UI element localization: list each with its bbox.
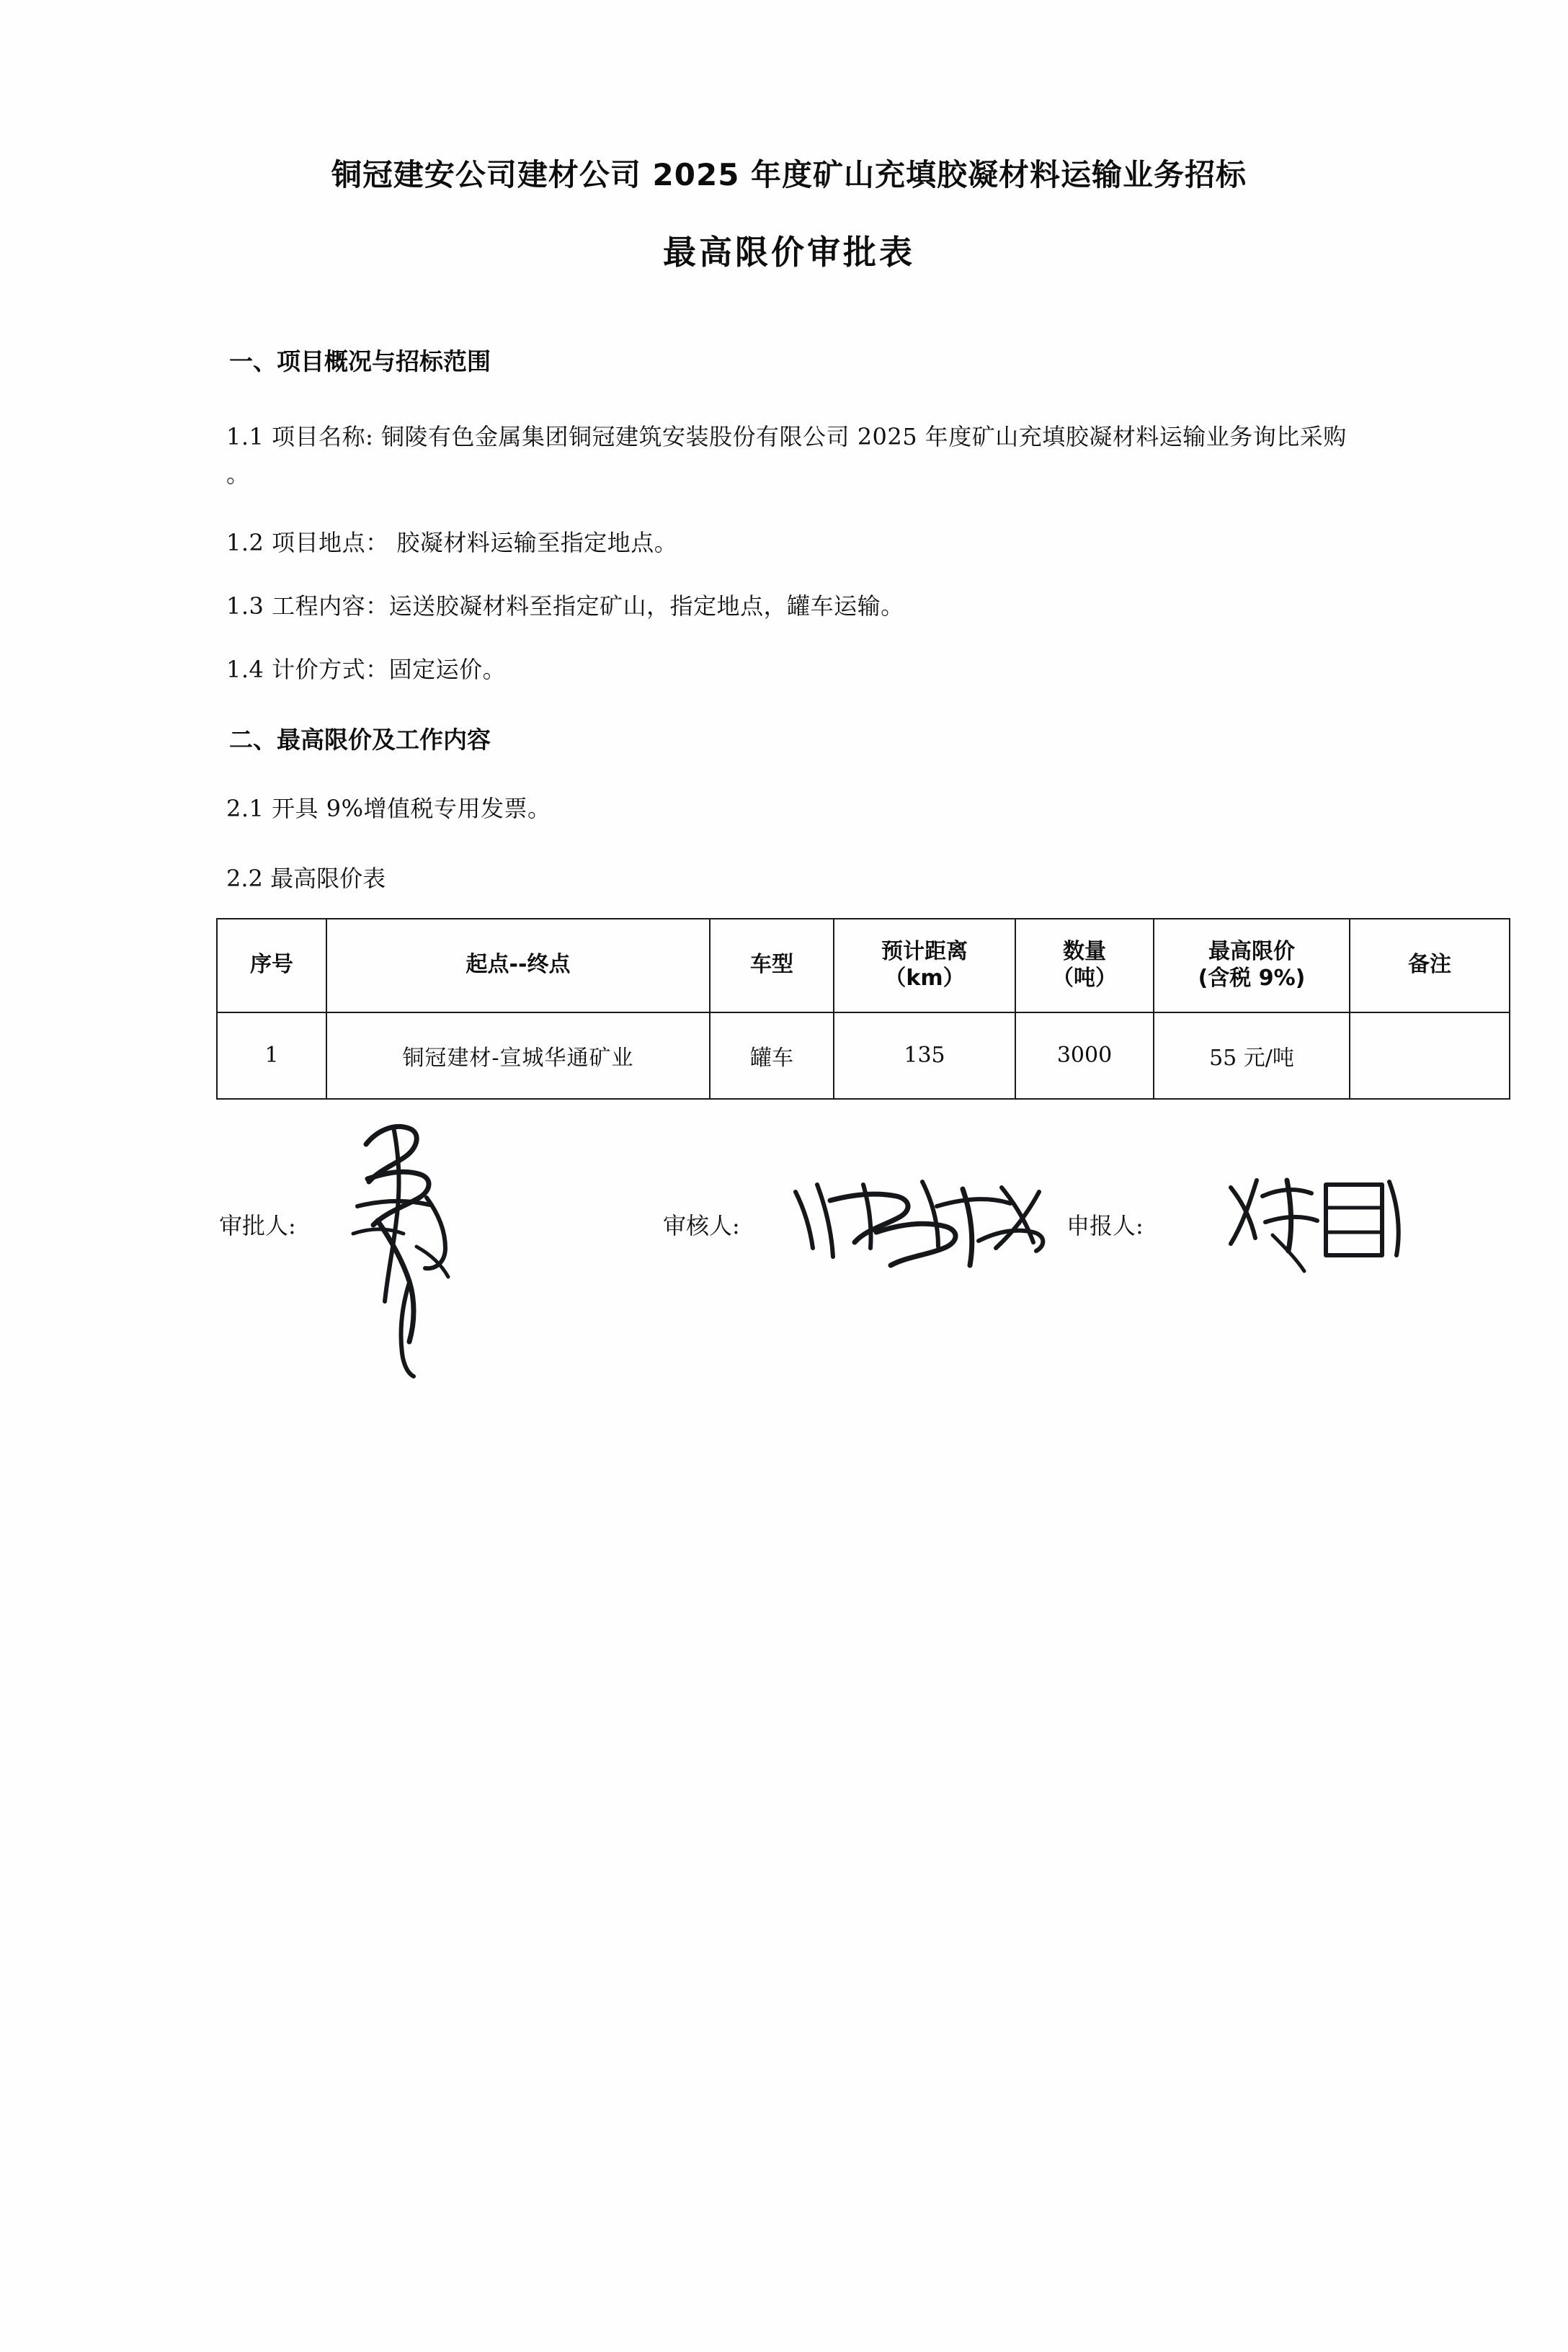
table-header-price-line1: 最高限价 <box>1208 939 1295 965</box>
table-header-route-line1: 起点--终点 <box>466 952 571 978</box>
table-header-note-line1: 备注 <box>1408 952 1451 978</box>
cell-note <box>1350 1012 1510 1099</box>
reviewer-label: 审核人: <box>663 1211 740 1239</box>
table-header-price-line2: (含税 9%) <box>1198 965 1306 991</box>
table-header-quantity-line1: 数量 <box>1063 939 1106 965</box>
paragraph-1-4: 1.4 计价方式：固定运价。 <box>226 655 507 683</box>
paragraph-2-1: 2.1 开具 9%增值税专用发票。 <box>226 794 551 822</box>
table-header-distance-line2: （km） <box>884 965 965 991</box>
table-header-quantity-line2: （吨） <box>1052 965 1117 991</box>
cell-vehicle: 罐车 <box>710 1012 834 1099</box>
paragraph-1-2: 1.2 项目地点： 胶凝材料运输至指定地点。 <box>226 528 678 556</box>
applicant-signature-ink <box>1218 1156 1412 1278</box>
table-header-distance <box>834 919 1015 1012</box>
paragraph-1-1: 1.1 项目名称: 铜陵有色金属集团铜冠建筑安装股份有限公司 2025 年度矿山充填胶凝材料运输业务询比采购 。 <box>226 423 1347 488</box>
signature-row <box>216 1156 1362 1286</box>
cell-price: 55 元/吨 <box>1154 1012 1350 1099</box>
approver-signature-ink <box>324 1113 512 1379</box>
table-header-row <box>217 919 1510 1012</box>
table-header-no-line1: 序号 <box>250 952 293 978</box>
section-heading-two: 二、最高限价及工作内容 <box>229 725 491 754</box>
table-header-distance-line1: 预计距离 <box>881 939 968 965</box>
paragraph-2-2: 2.2 最高限价表 <box>226 864 386 892</box>
applicant-label: 申报人: <box>1066 1211 1144 1239</box>
price-limit-table <box>216 918 1510 1100</box>
table-header-price <box>1154 919 1350 1012</box>
document-body <box>216 151 1451 1286</box>
reviewer-signature-ink <box>785 1163 1059 1286</box>
cell-route: 铜冠建材-宣城华通矿业 <box>326 1012 710 1099</box>
cell-distance: 135 <box>834 1012 1015 1099</box>
table-row <box>217 1012 1510 1099</box>
table-header-note <box>1350 919 1510 1012</box>
table-header-no <box>217 919 326 1012</box>
approver-label: 审批人: <box>219 1211 296 1239</box>
table-header-vehicle-line1: 车型 <box>750 952 793 978</box>
cell-quantity: 3000 <box>1015 1012 1154 1099</box>
document-title-line1: 铜冠建安公司建材公司 2025 年度矿山充填胶凝材料运输业务招标 <box>331 157 1247 192</box>
section-heading-one: 一、项目概况与招标范围 <box>229 347 491 375</box>
table-header-vehicle <box>710 919 834 1012</box>
cell-no: 1 <box>217 1012 326 1099</box>
paragraph-1-3: 1.3 工程内容：运送胶凝材料至指定矿山，指定地点，罐车运输。 <box>226 592 904 620</box>
table-header-route <box>326 919 710 1012</box>
table-header-quantity <box>1015 919 1154 1012</box>
document-title-line2: 最高限价审批表 <box>663 233 915 272</box>
